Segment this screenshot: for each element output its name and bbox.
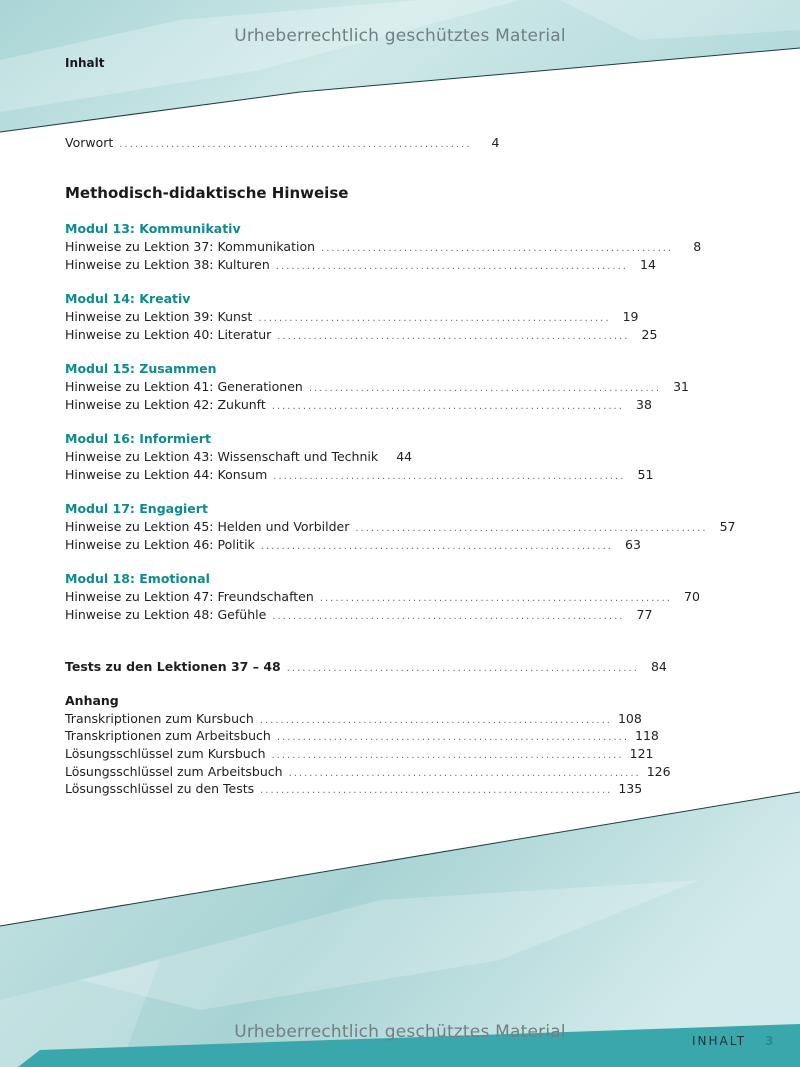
toc-entry: Hinweise zu Lektion 43: Wissenschaft und Technik 44 (65, 449, 413, 464)
toc-entry: Hinweise zu Lektion 47: Freundschaften .................................................................... 70 (65, 589, 700, 604)
toc-entry: Lösungsschlüssel zum Kursbuch .................................................................... 121 (65, 746, 654, 761)
module-heading: Modul 16: Informiert (65, 431, 211, 446)
toc-entry: Transkriptionen zum Arbeitsbuch .................................................................... 118 (65, 728, 659, 743)
toc-entry: Hinweise zu Lektion 48: Gefühle .................................................................... 77 (65, 607, 653, 622)
toc-entry: Lösungsschlüssel zu den Tests .................................................................... 135 (65, 781, 643, 796)
module-heading: Modul 14: Kreativ (65, 291, 191, 306)
watermark-top: Urheberrechtlich geschütztes Material (234, 26, 566, 46)
toc-entry: Hinweise zu Lektion 38: Kulturen .................................................................... 14 (65, 257, 656, 272)
section-title: Methodisch-didaktische Hinweise (65, 184, 349, 202)
toc-entry: Hinweise zu Lektion 42: Zukunft .................................................................... 38 (65, 397, 652, 412)
toc-entry: Transkriptionen zum Kursbuch .................................................................... 108 (65, 711, 642, 726)
toc-entry-vorwort: Vorwort .................................................................... 4 (65, 135, 500, 150)
module-heading: Modul 17: Engagiert (65, 501, 208, 516)
toc-entry: Hinweise zu Lektion 41: Generationen .................................................................... 31 (65, 379, 689, 394)
footer-section-label: INHALT (692, 1034, 747, 1048)
watermark-bottom: Urheberrechtlich geschütztes Material (234, 1022, 566, 1042)
page-number: 3 (765, 1034, 774, 1048)
toc-entry-tests: Tests zu den Lektionen 37 – 48 .................................................................... 84 (65, 659, 667, 674)
module-heading: Modul 15: Zusammen (65, 361, 217, 376)
anhang-heading: Anhang (65, 693, 119, 708)
toc-entry: Hinweise zu Lektion 40: Literatur .................................................................... 25 (65, 327, 658, 342)
toc-entry: Hinweise zu Lektion 45: Helden und Vorbilder .................................................................... 57 (65, 519, 736, 534)
toc-entry: Hinweise zu Lektion 39: Kunst .................................................................... 19 (65, 309, 639, 324)
toc-entry: Hinweise zu Lektion 46: Politik .................................................................... 63 (65, 537, 641, 552)
page-header-title: Inhalt (65, 56, 105, 70)
toc-entry: Hinweise zu Lektion 44: Konsum .................................................................... 51 (65, 467, 654, 482)
module-heading: Modul 13: Kommunikativ (65, 221, 241, 236)
toc-entry: Lösungsschlüssel zum Arbeitsbuch .................................................................... 126 (65, 764, 671, 779)
module-heading: Modul 18: Emotional (65, 571, 210, 586)
toc-entry: Hinweise zu Lektion 37: Kommunikation .................................................................... 8 (65, 239, 702, 254)
